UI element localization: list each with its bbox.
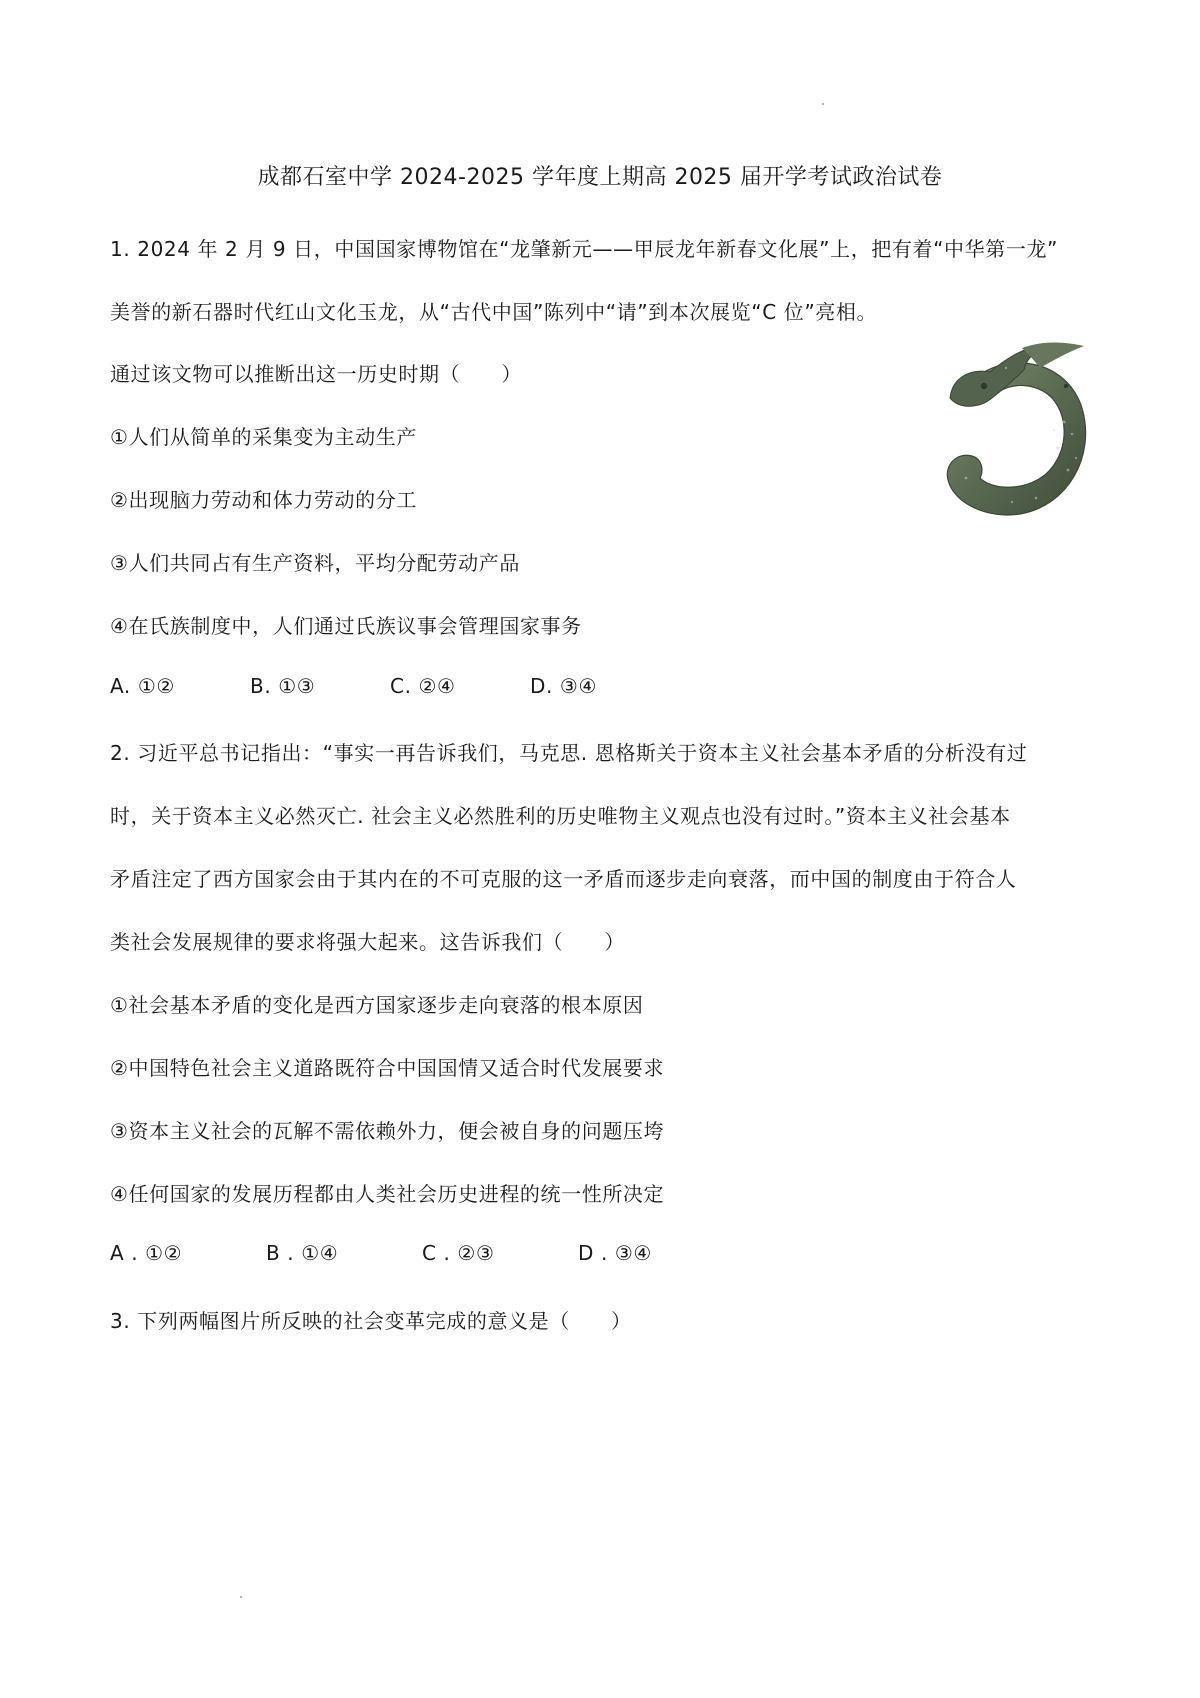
q1-item-2: ②出现脑力劳动和体力劳动的分工 bbox=[110, 488, 417, 512]
scan-speck bbox=[822, 103, 824, 105]
q1-option-b[interactable]: B. ①③ bbox=[250, 674, 316, 698]
q2-stem-line-2: 时，关于资本主义必然灭亡. 社会主义必然胜利的历史唯物主义观点也没有过时。”资本主义社会基本 bbox=[110, 804, 1011, 828]
q1-stem-line-1: 1. 2024 年 2 月 9 日，中国国家博物馆在“龙肇新元——甲辰龙年新春文化展”上，把有着“中华第一龙” bbox=[110, 237, 1059, 261]
q2-option-a[interactable]: A . ①② bbox=[110, 1241, 183, 1265]
q2-item-4: ④任何国家的发展历程都由人类社会历史进程的统一性所决定 bbox=[110, 1182, 665, 1206]
q2-options bbox=[110, 1241, 652, 1265]
q1-options bbox=[110, 674, 597, 698]
q2-option-b[interactable]: B . ①④ bbox=[266, 1241, 339, 1265]
q2-stem-line-3: 矛盾注定了西方国家会由于其内在的不可克服的这一矛盾而逐步走向衰落，而中国的制度由于符合人 bbox=[110, 867, 1017, 891]
jade-dragon-image bbox=[936, 338, 1096, 528]
q1-option-c[interactable]: C. ②④ bbox=[390, 674, 456, 698]
q1-item-3: ③人们共同占有生产资料，平均分配劳动产品 bbox=[110, 551, 520, 575]
q2-stem-line-1: 2. 习近平总书记指出：“事实一再告诉我们，马克思. 恩格斯关于资本主义社会基本矛盾的分析没有过 bbox=[110, 741, 1028, 765]
page-title: 成都石室中学 2024-2025 学年度上期高 2025 届开学考试政治试卷 bbox=[257, 165, 943, 190]
q1-item-1: ①人们从简单的采集变为主动生产 bbox=[110, 425, 417, 449]
q1-stem-line-2: 美誉的新石器时代红山文化玉龙，从“古代中国”陈列中“请”到本次展览“C 位”亮相。 bbox=[110, 300, 878, 324]
q2-option-d[interactable]: D . ③④ bbox=[578, 1241, 652, 1265]
q1-option-d[interactable]: D. ③④ bbox=[530, 674, 597, 698]
scan-speck bbox=[240, 1596, 242, 1598]
q3-stem: 3. 下列两幅图片所反映的社会变革完成的意义是（ ） bbox=[110, 1309, 632, 1333]
q2-item-2: ②中国特色社会主义道路既符合中国国情又适合时代发展要求 bbox=[110, 1056, 665, 1080]
q1-option-a[interactable]: A. ①② bbox=[110, 674, 175, 698]
q2-item-1: ①社会基本矛盾的变化是西方国家逐步走向衰落的根本原因 bbox=[110, 993, 644, 1017]
q2-option-c[interactable]: C . ②③ bbox=[422, 1241, 495, 1265]
q1-item-4: ④在氏族制度中，人们通过氏族议事会管理国家事务 bbox=[110, 614, 582, 638]
q2-stem-line-4: 类社会发展规律的要求将强大起来。这告诉我们（ ） bbox=[110, 930, 625, 954]
q2-item-3: ③资本主义社会的瓦解不需依赖外力，便会被自身的问题压垮 bbox=[110, 1119, 665, 1143]
q1-question: 通过该文物可以推断出这一历史时期（ ） bbox=[110, 362, 522, 386]
